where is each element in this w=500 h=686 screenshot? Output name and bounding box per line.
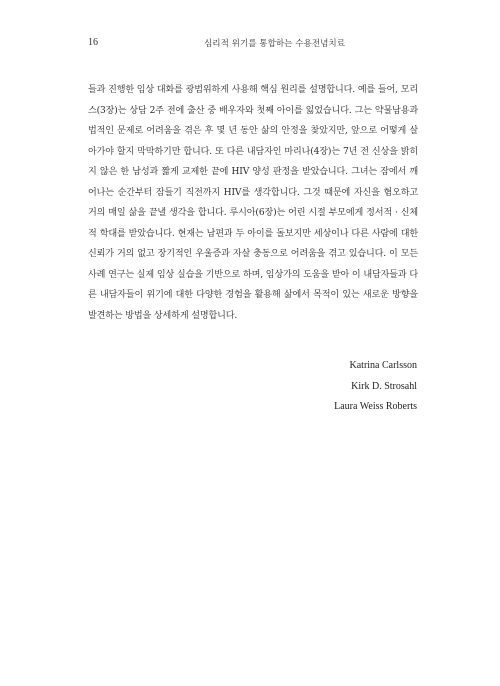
running-title: 심리적 위기를 통합하는 수용전념치료 [204, 39, 346, 49]
page-header [88, 37, 418, 51]
page-number: 16 [88, 37, 98, 48]
author-name: Laura Weiss Roberts [334, 401, 417, 412]
author-name: Kirk D. Strosahl [351, 380, 417, 392]
author-signatures [334, 356, 417, 418]
author-name: Katrina Carlsson [349, 360, 417, 371]
paragraph: 들과 진행한 임상 대화를 광범위하게 사용해 핵심 원리를 설명합니다. 예를 들어, 모리스(3장)는 상담 2주 전에 출산 중 배우자와 첫째 아이를 잃었습니다. 그는 약물남용과 법적인 문제로 어려움을 겪은 후 몇 년 동안 삶의 안정을 찾았지만, 앞으로 어떻게 살아가야 할지 막막하기만 합니다. 또 다른 내담자인 마리나(4장)는 7년 전 신상을 밝히지 않은 한 남성과 짧게 교제한 끝에 HIV 양성 판정을 받았습니다. 그녀는 잠에서 깨어나는 순간부터 잠들기 직전까지 HIV를 생각합니다. 그것 때문에 자신을 혐오하고 거의 매일 삶을 끝낼 생각을 합니다. 루시아(6장)는 어린 시절 부모에게 정서적 · 신체적 학대를 받았습니다. 현재는 남편과 두 아이를 돌보지만 세상이나 다른 사람에 대한 신뢰가 거의 없고 장기적인 우울증과 자살 충동으로 어려움을 겪고 있습니다. 이 모든 사례 연구는 실제 임상 실습을 기반으로 하며, 임상가의 도움을 받아 이 내담자들과 다른 내담자들이 위기에 대한 다양한 경험을 활용해 삶에서 목적이 있는 새로운 방향을 발견하는 방법을 상세하게 설명합니다. [88, 85, 418, 321]
body-text [88, 80, 418, 326]
